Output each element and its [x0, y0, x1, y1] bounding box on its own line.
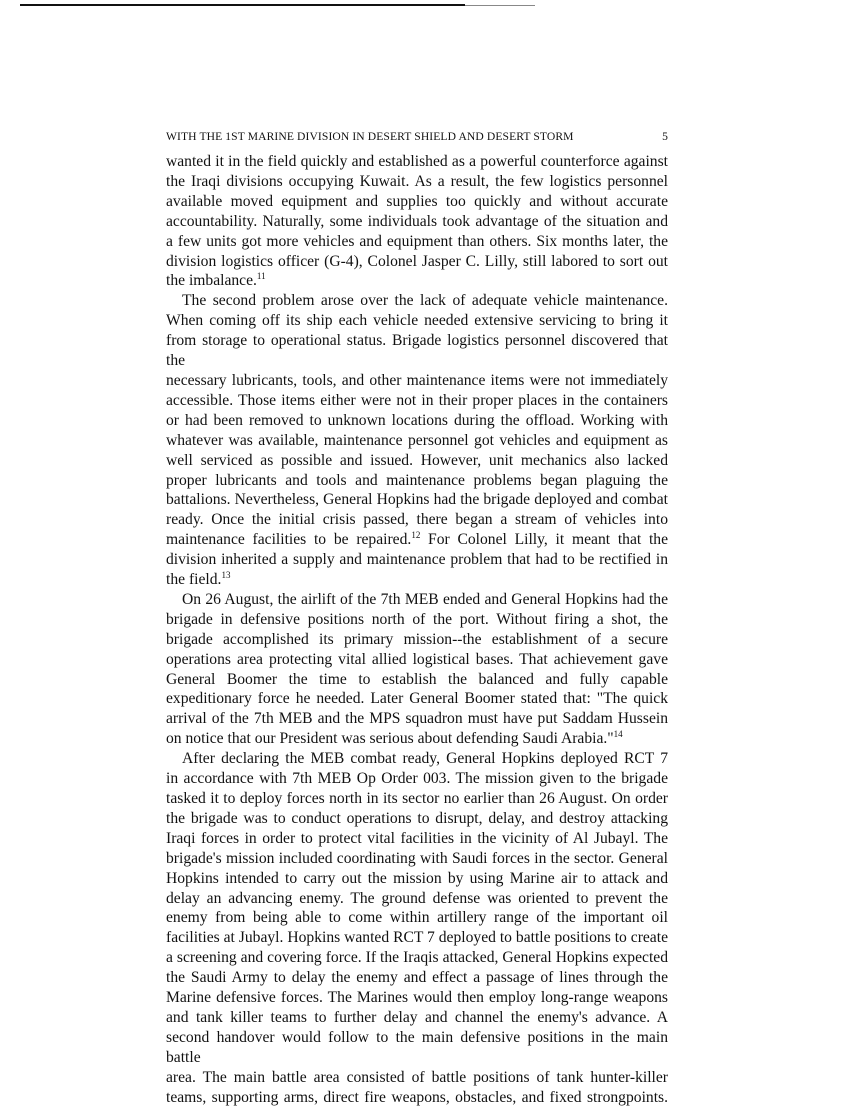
text-line [166, 749, 668, 769]
text-line [166, 232, 668, 252]
text-line [166, 570, 668, 590]
scan-edge-line-faint [465, 5, 535, 6]
text-line [166, 988, 668, 1008]
line-text: brigade accomplished its primary mission--the establishment of a secure [166, 630, 668, 648]
line-text: proper lubricants and tools and maintenance problems began plaguing the [166, 471, 668, 489]
text-line [166, 689, 668, 709]
line-text: teams, supporting arms, direct fire weapons, obstacles, and fixed strongpoints. [166, 1088, 668, 1106]
line-text: the imbalance. [166, 272, 257, 290]
line-text: arrival of the 7th MEB and the MPS squadron must have put Saddam Hussein [166, 710, 668, 728]
text-line [166, 849, 668, 869]
text-line [166, 371, 668, 391]
line-text: tasked it to deploy forces north in its sector no earlier than 26 August. On order [166, 790, 668, 807]
text-line [166, 789, 668, 809]
line-text: the field. [166, 571, 222, 589]
line-text: wanted it in the field quickly and established as a powerful counterforce against [166, 153, 668, 170]
line-text: accountability. Naturally, some individuals took advantage of the situation and [166, 212, 668, 230]
text-line [166, 928, 668, 948]
line-text: a screening and covering force. If the Iraqis attacked, General Hopkins expected [166, 949, 668, 967]
running-header [166, 130, 668, 143]
text-line [166, 172, 668, 192]
line-text: whatever was available, maintenance personnel got vehicles and equipment as [166, 431, 668, 449]
line-text: on notice that our President was serious about defending Saudi Arabia." [166, 730, 614, 748]
line-text: necessary lubricants, tools, and other maintenance items were not immediately [166, 371, 668, 389]
text-line [166, 530, 668, 550]
text-line [166, 670, 668, 690]
line-text: For Colonel Lilly, it meant that the [420, 531, 669, 549]
text-line [166, 1088, 668, 1108]
line-text: Hopkins intended to carry out the mission by using Marine air to attack and [166, 869, 668, 887]
text-line [166, 411, 668, 431]
footnote-ref: 14 [613, 729, 623, 740]
paragraph [166, 749, 668, 1107]
line-text: enemy from being able to come within artillery range of the important oil [166, 909, 668, 927]
text-line [166, 869, 668, 889]
text-line [166, 550, 668, 570]
line-text: or had been removed to unknown locations during the offload. Working with [166, 411, 668, 429]
text-line [166, 192, 668, 212]
text-line [166, 391, 668, 411]
footnote-ref: 11 [256, 271, 266, 282]
line-text: After declaring the MEB combat ready, General Hopkins deployed RCT 7 [182, 750, 668, 768]
body-text [166, 152, 668, 1108]
line-text: brigade's mission included coordinating with Saudi forces in the sector. General [166, 849, 668, 867]
text-line [166, 650, 668, 670]
text-line [166, 590, 668, 610]
line-text: area. The main battle area consisted of battle positions of tank hunter-killer [166, 1068, 668, 1086]
line-text: delay an advancing enemy. The ground defense was oriented to prevent the [166, 889, 668, 907]
text-line [166, 451, 668, 471]
line-text: brigade in defensive positions north of the port. Without firing a shot, the [166, 610, 668, 628]
line-text: a few units got more vehicles and equipment than others. Six months later, the [166, 232, 668, 250]
text-line [166, 271, 668, 291]
line-text: When coming off its ship each vehicle needed extensive servicing to bring it [166, 312, 668, 330]
text-line [166, 968, 668, 988]
line-text: On 26 August, the airlift of the 7th MEB ended and General Hopkins had the [182, 590, 668, 608]
text-line [166, 610, 668, 630]
scan-edge-line [20, 4, 465, 6]
text-line [166, 431, 668, 451]
text-line [166, 331, 668, 371]
text-line [166, 311, 668, 331]
line-text: expeditionary force he needed. Later General Boomer stated that: "The quick [166, 690, 668, 708]
text-line [166, 829, 668, 849]
line-text: from storage to operational status. Brigade logistics personnel discovered that the [166, 332, 668, 370]
text-line [166, 1008, 668, 1028]
line-text: division inherited a supply and maintenance problem that had to be rectified in [166, 551, 668, 569]
text-line [166, 630, 668, 650]
text-line [166, 1068, 668, 1088]
line-text: division logistics officer (G-4), Colonel Jasper C. Lilly, still labored to sort out [166, 252, 668, 270]
line-text: maintenance facilities to be repaired. [166, 531, 412, 549]
text-line [166, 889, 668, 909]
line-text: the Iraqi divisions occupying Kuwait. As a result, the few logistics personnel [166, 172, 668, 190]
text-line [166, 908, 668, 928]
line-text: and tank killer teams to further delay and channel the enemy's advance. A [166, 1008, 668, 1026]
text-line [166, 490, 668, 510]
text-line [166, 152, 668, 172]
line-text: Marine defensive forces. The Marines would then employ long-range weapons [166, 989, 668, 1007]
paragraph [166, 291, 668, 590]
text-line [166, 510, 668, 530]
line-text: well serviced as possible and issued. However, unit mechanics also lacked [166, 451, 668, 469]
text-line [166, 729, 668, 749]
line-text: available moved equipment and supplies too quickly and without accurate [166, 192, 668, 210]
text-line [166, 252, 668, 272]
line-text: ready. Once the initial crisis passed, there began a stream of vehicles into [166, 511, 668, 529]
line-text: facilities at Jubayl. Hopkins wanted RCT 7 deployed to battle positions to create [166, 929, 668, 947]
line-text: operations area protecting vital allied logistical bases. That achievement gave [166, 650, 668, 668]
text-line [166, 709, 668, 729]
running-title: WITH THE 1ST MARINE DIVISION IN DESERT SHIELD AND DESERT STORM [166, 130, 574, 143]
text-line [166, 291, 668, 311]
line-text: Iraqi forces in order to protect vital facilities in the vicinity of Al Jubayl. The [166, 829, 668, 847]
line-text: battalions. Nevertheless, General Hopkins had the brigade deployed and combat [166, 491, 668, 509]
line-text: second handover would follow to the main defensive positions in the main battle [166, 1028, 668, 1066]
line-text: in accordance with 7th MEB Op Order 003. The mission given to the brigade [166, 770, 668, 788]
line-text: The second problem arose over the lack of adequate vehicle maintenance. [182, 292, 668, 310]
line-text: the Saudi Army to delay the enemy and effect a passage of lines through the [166, 969, 668, 987]
line-text: General Boomer the time to establish the balanced and fully capable [166, 670, 668, 688]
line-text: the brigade was to conduct operations to disrupt, delay, and destroy attacking [166, 809, 668, 827]
footnote-ref: 13 [221, 570, 231, 581]
footnote-ref: 12 [411, 530, 421, 541]
text-line [166, 471, 668, 491]
text-line [166, 809, 668, 829]
text-line [166, 212, 668, 232]
page-number: 5 [662, 130, 668, 143]
paragraph [166, 590, 668, 749]
text-line [166, 948, 668, 968]
text-line [166, 769, 668, 789]
text-line [166, 1028, 668, 1068]
line-text: accessible. Those items either were not in their proper places in the containers [166, 391, 668, 409]
paragraph [166, 152, 668, 291]
